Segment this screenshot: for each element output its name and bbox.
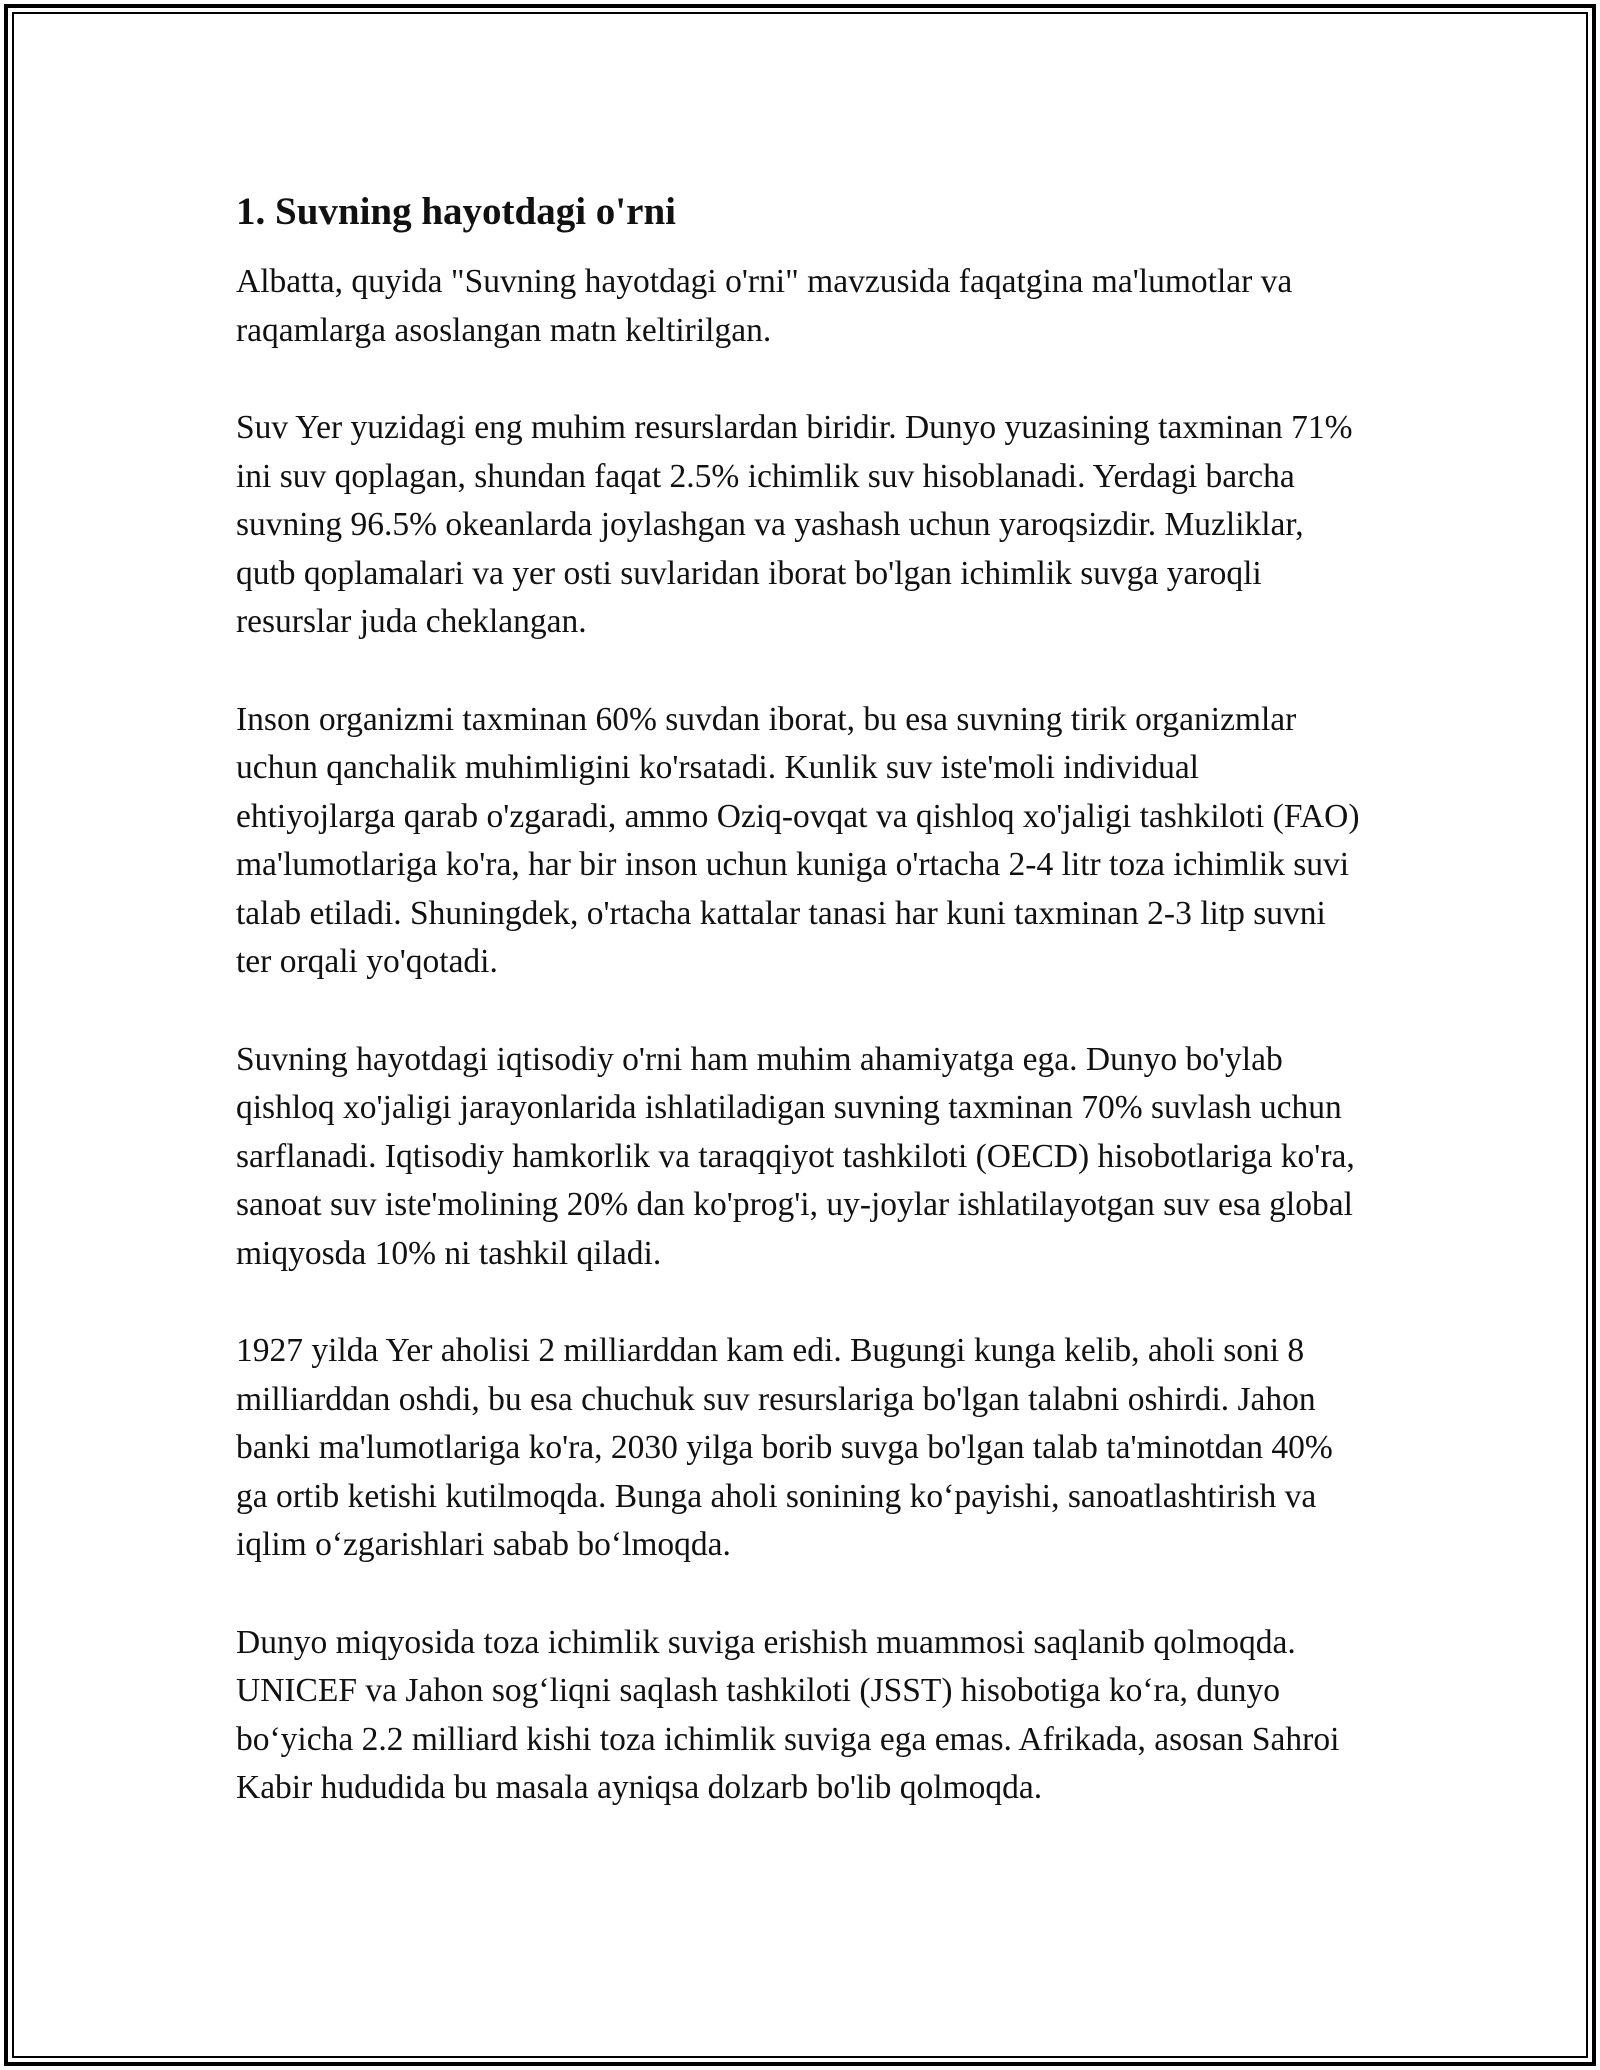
- paragraph-population: 1927 yilda Yer aholisi 2 milliarddan kam edi. Bugungi kunga kelib, aholi soni 8 milliarddan oshdi, bu esa chuchuk suv resurslariga bo'lgan talabni oshirdi. Jahon banki ma'lumotlariga ko'ra, 2030 yilga borib suvga bo'lgan talab ta'minotdan 40% ga ortib ketishi kutilmoqda. Bunga aholi sonining ko‘payishi, sanoatlashtirish va iqlim o‘zgarishlari sabab bo‘lmoqda.: [236, 1332, 1333, 1563]
- paragraph-economic-role: Suvning hayotdagi iqtisodiy o'rni ham muhim ahamiyatga ega. Dunyo bo'ylab qishloq xo'jaligi jarayonlarida ishlatiladigan suvning taxminan 70% suvlash uchun sarflanadi. Iqtisodiy hamkorlik va taraqqiyot tashkiloti (OECD) hisobotlariga ko'ra, sanoat suv iste'molining 20% dan ko'prog'i, uy-joylar ishlatilayotgan suv esa global miqyosda 10% ni tashkil qiladi.: [236, 1040, 1355, 1272]
- paragraph-human-body: Inson organizmi taxminan 60% suvdan iborat, bu esa suvning tirik organizmlar uchun qanchalik muhimligini ko'rsatadi. Kunlik suv iste'moli individual ehtiyojlarga qarab o'zgaradi, ammo Oziq-ovqat va qishloq xo'jaligi tashkiloti (FAO) ma'lumotlariga ko'ra, har bir inson uchun kuniga o'rtacha 2-4 litr toza ichimlik suvi talab etiladi. Shuningdek, o'rtacha kattalar tanasi har kuni taxminan 2-3 litp suvni ter orqali yo'qotadi.: [236, 700, 1360, 980]
- section-heading: 1. Suvning hayotdagi o'rni: [236, 190, 676, 233]
- paragraph-intro: Albatta, quyida "Suvning hayotdagi o'rni" mavzusida faqatgina ma'lumotlar va raqamlarga asoslangan matn keltirilgan.: [236, 263, 1293, 349]
- paragraph-drinking-water-access: Dunyo miqyosida toza ichimlik suviga erishish muammosi saqlanib qolmoqda. UNICEF va Jahon sog‘liqni saqlash tashkiloti (JSST) hisobotiga ko‘ra, dunyo bo‘yicha 2.2 milliard kishi toza ichimlik suviga ega emas. Afrikada, asosan Sahroi Kabir hududida bu masala ayniqsa dolzarb bo'lib qolmoqda.: [236, 1623, 1340, 1806]
- paragraph-water-resources: Suv Yer yuzidagi eng muhim resurslardan biridir. Dunyo yuzasining taxminan 71% ini suv qoplagan, shundan faqat 2.5% ichimlik suv hisoblanadi. Yerdagi barcha suvning 96.5% okeanlarda joylashgan va yashash uchun yaroqsizdir. Muzliklar, qutb qoplamalari va yer osti suvlaridan iborat bo'lgan ichimlik suvga yaroqli resurslar juda cheklangan.: [236, 409, 1353, 640]
- document-body: [236, 186, 1366, 1862]
